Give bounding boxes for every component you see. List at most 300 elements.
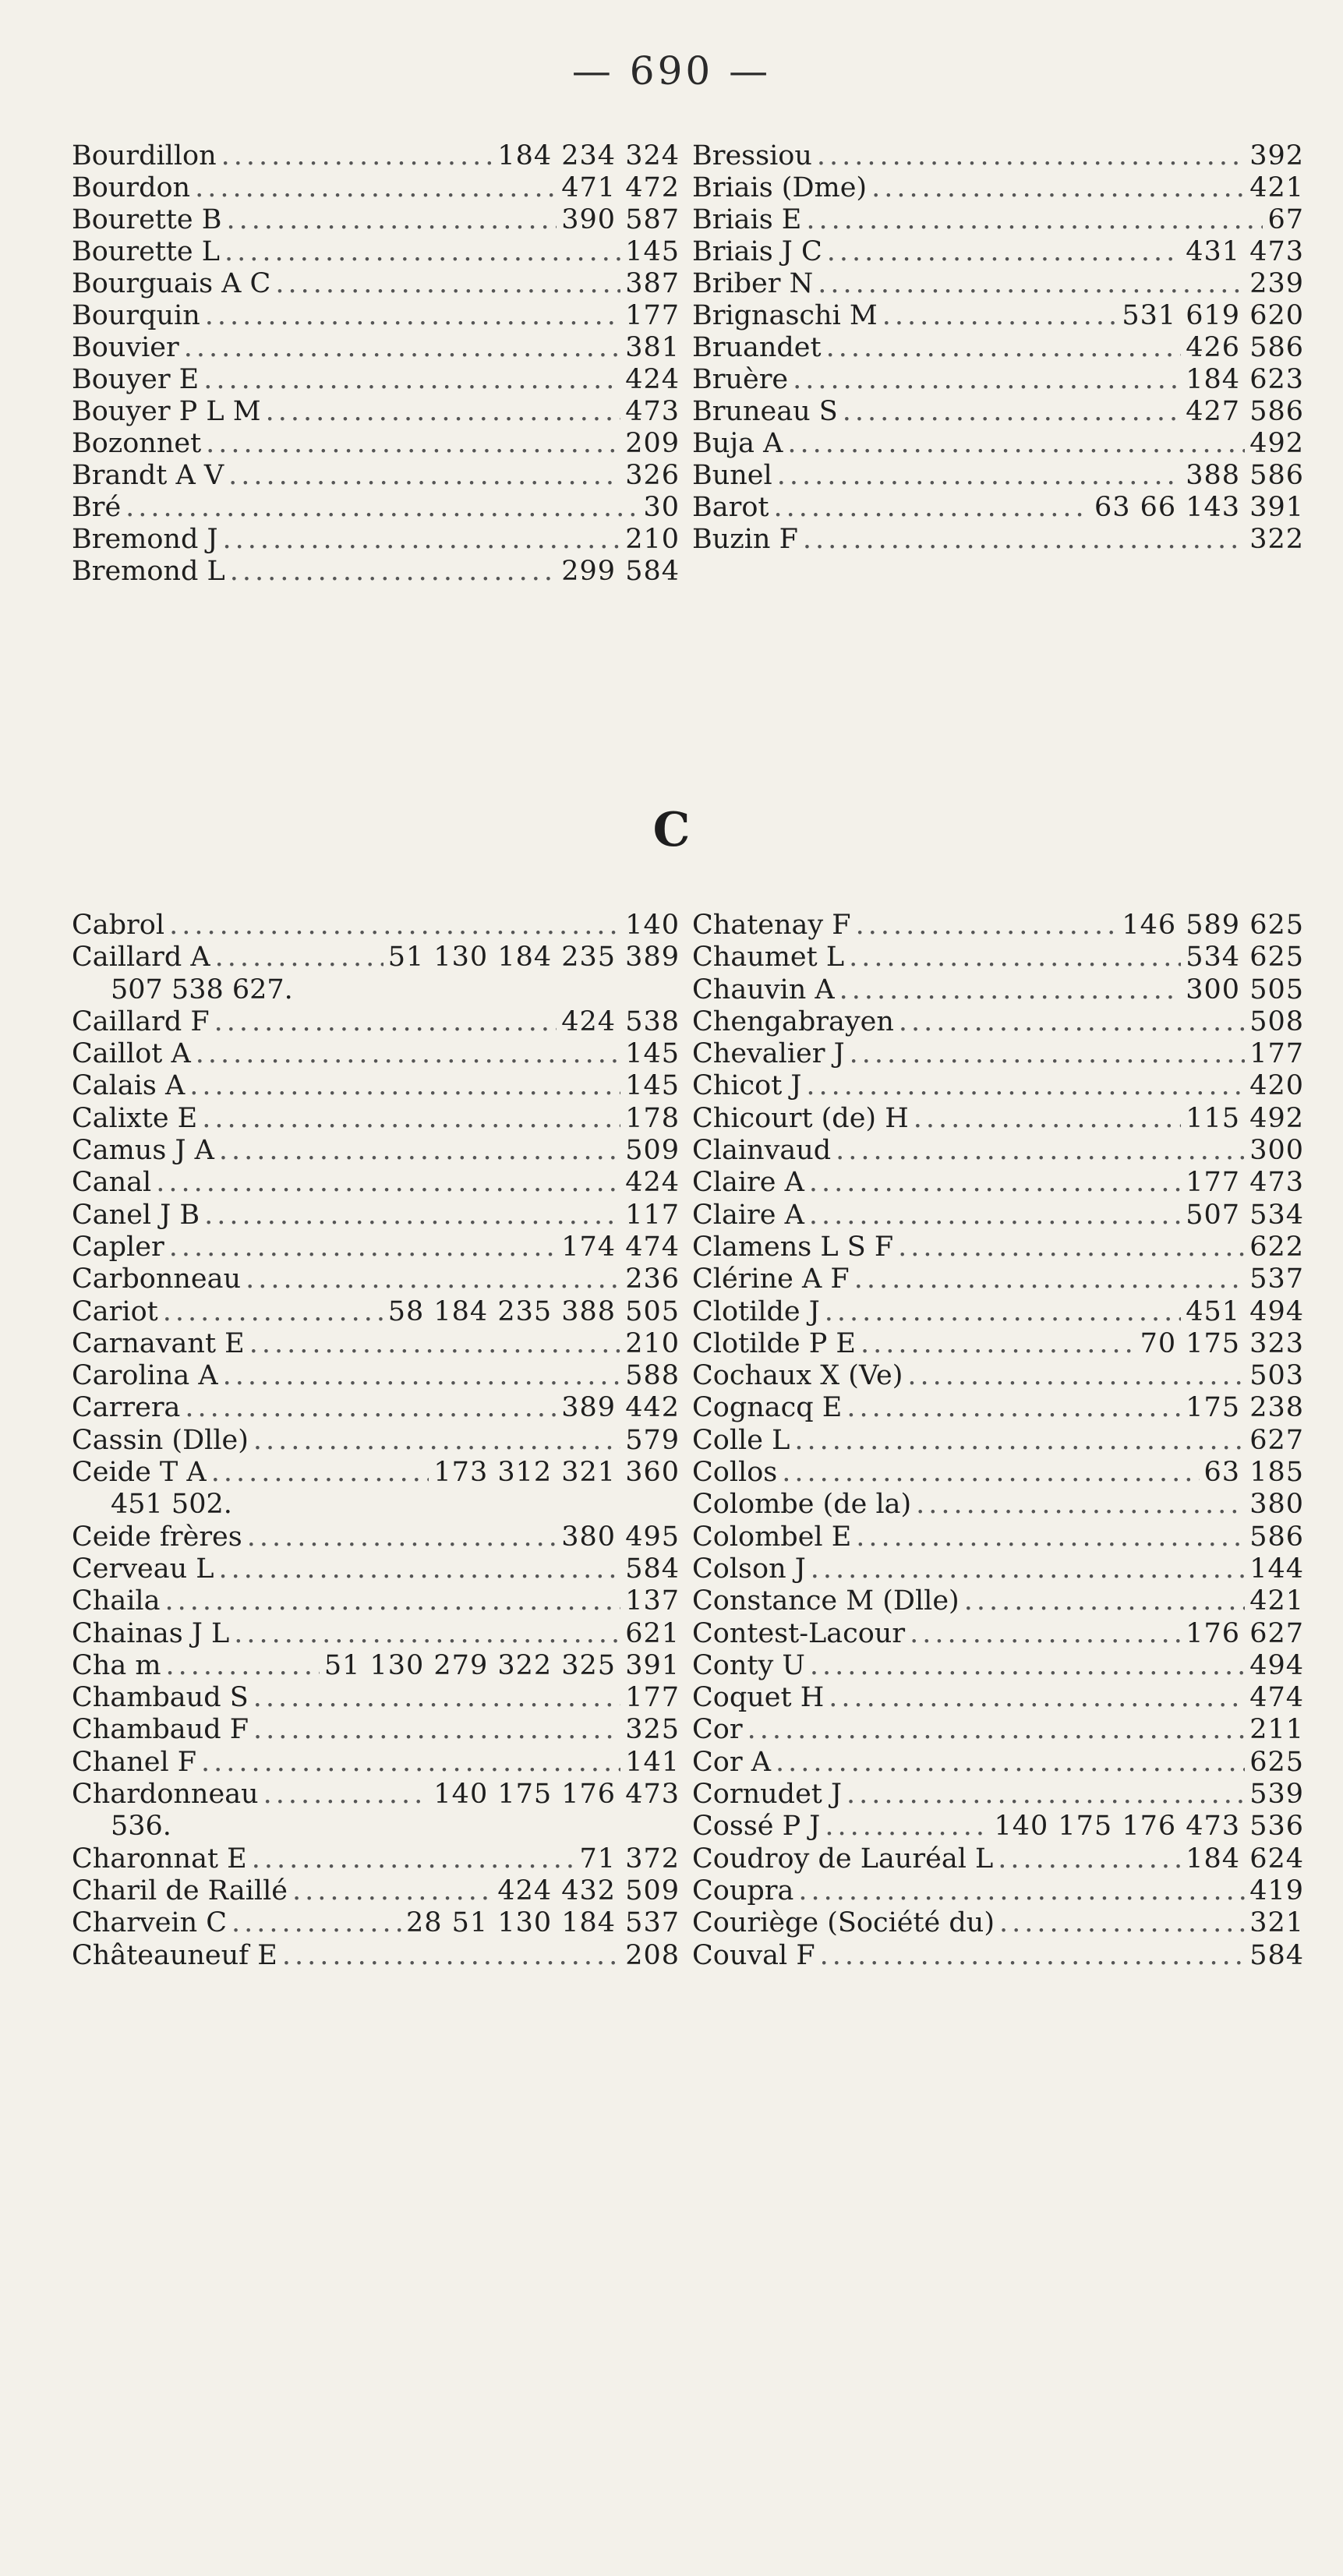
index-entry bbox=[72, 140, 680, 172]
index-entry bbox=[72, 1747, 680, 1779]
index-entry bbox=[692, 524, 1304, 556]
entry-pages: 209 bbox=[625, 428, 680, 459]
entry-pages: 184 234 324 bbox=[497, 140, 680, 171]
entry-name: Buzin F bbox=[692, 524, 798, 555]
dot-leader bbox=[999, 1907, 1245, 1939]
entry-name: Cognacq E bbox=[692, 1392, 843, 1424]
entry-name: Chengabrayen bbox=[692, 1005, 894, 1037]
entry-pages: 144 bbox=[1249, 1553, 1304, 1585]
entry-name: Chardonneau bbox=[72, 1779, 259, 1811]
entry-pages: 531 619 620 bbox=[1122, 300, 1304, 331]
dot-leader bbox=[215, 942, 383, 974]
dot-leader bbox=[224, 236, 620, 268]
entry-name: Collos bbox=[692, 1457, 778, 1489]
entry-pages: 115 492 bbox=[1186, 1102, 1304, 1134]
index-entry bbox=[692, 1425, 1304, 1457]
entry-name: Cha m bbox=[72, 1649, 161, 1681]
dot-leader bbox=[228, 460, 620, 492]
entry-pages: 509 bbox=[625, 1135, 680, 1167]
entry-pages: 426 586 bbox=[1186, 332, 1304, 363]
entry-pages: 473 bbox=[625, 396, 680, 427]
index-entry bbox=[692, 1489, 1304, 1521]
entry-name: Briais E bbox=[692, 204, 802, 235]
index-entry bbox=[692, 1200, 1304, 1231]
dot-leader bbox=[202, 1103, 620, 1135]
entry-pages: 390 587 bbox=[561, 204, 680, 235]
entry-pages: 177 bbox=[625, 300, 680, 331]
dot-leader bbox=[803, 524, 1245, 556]
entry-name: Claire A bbox=[692, 1167, 804, 1199]
index-entry bbox=[692, 428, 1304, 460]
dot-leader bbox=[275, 268, 620, 300]
dot-leader bbox=[185, 1392, 557, 1424]
index-entry bbox=[692, 1360, 1304, 1392]
entry-pages: 421 bbox=[1249, 172, 1304, 203]
entry-name: Chainas J L bbox=[72, 1617, 230, 1649]
index-entry bbox=[692, 300, 1304, 332]
entry-name: Chanel F bbox=[72, 1746, 197, 1778]
entry-name: Cabrol bbox=[72, 910, 165, 941]
entry-pages: 424 bbox=[625, 1167, 680, 1199]
dot-leader bbox=[787, 428, 1245, 460]
dot-leader bbox=[829, 1682, 1245, 1714]
dot-leader bbox=[806, 1070, 1245, 1102]
entry-pages: 586 bbox=[1249, 1521, 1304, 1553]
index-entry bbox=[72, 1006, 680, 1038]
entry-name: Buja A bbox=[692, 428, 783, 459]
index-entry bbox=[72, 332, 680, 364]
entry-name: Calixte E bbox=[72, 1102, 198, 1134]
entry-name: Bressiou bbox=[692, 140, 812, 171]
entry-name: Bruère bbox=[692, 364, 789, 395]
entry-name: Bourdon bbox=[72, 172, 191, 203]
index-entry bbox=[692, 1843, 1304, 1875]
entry-name: Colle L bbox=[692, 1424, 790, 1456]
entry-name: Chevalier J bbox=[692, 1038, 845, 1070]
index-entry bbox=[72, 172, 680, 204]
index-column-c-right bbox=[692, 910, 1304, 1972]
entry-name: Chambaud F bbox=[72, 1714, 249, 1746]
entry-pages: 622 bbox=[1249, 1231, 1304, 1263]
entry-pages: 145 bbox=[625, 1038, 680, 1070]
index-entry bbox=[72, 1200, 680, 1231]
index-entry bbox=[692, 1747, 1304, 1779]
index-entry bbox=[692, 1714, 1304, 1746]
index-entry bbox=[72, 1714, 680, 1746]
index-entry bbox=[692, 268, 1304, 300]
index-entry bbox=[72, 204, 680, 236]
entry-pages: 507 534 bbox=[1186, 1199, 1304, 1231]
dot-leader bbox=[916, 1489, 1245, 1521]
dot-leader bbox=[836, 1135, 1245, 1167]
entry-name: Chatenay F bbox=[692, 910, 851, 941]
entry-pages: 51 130 184 235 389 bbox=[387, 942, 680, 974]
dot-leader bbox=[782, 1457, 1199, 1489]
entry-pages: 539 bbox=[1249, 1779, 1304, 1811]
entry-name: Bruandet bbox=[692, 332, 822, 363]
dot-leader bbox=[164, 1585, 620, 1617]
entry-pages: 211 bbox=[1249, 1714, 1304, 1746]
dot-leader bbox=[914, 1103, 1182, 1135]
entry-pages: 67 bbox=[1267, 204, 1304, 235]
entry-pages: 388 586 bbox=[1186, 460, 1304, 491]
index-entry bbox=[72, 1875, 680, 1907]
dot-leader bbox=[195, 172, 557, 204]
index-entry bbox=[692, 1875, 1304, 1907]
entry-pages: 177 473 bbox=[1186, 1167, 1304, 1199]
entry-pages: 28 51 130 184 537 bbox=[406, 1907, 680, 1939]
index-entry bbox=[692, 1650, 1304, 1682]
entry-name: Ceide T A bbox=[72, 1457, 207, 1489]
index-entry bbox=[692, 492, 1304, 524]
dot-leader bbox=[211, 1457, 429, 1489]
entry-name: Carbonneau bbox=[72, 1263, 242, 1295]
index-entry bbox=[692, 1392, 1304, 1424]
dot-leader bbox=[806, 204, 1263, 236]
entry-name: Charonnat E bbox=[72, 1843, 247, 1875]
index-entry bbox=[692, 396, 1304, 428]
index-entry bbox=[72, 236, 680, 268]
entry-pages: 325 bbox=[625, 1714, 680, 1746]
entry-pages: 30 bbox=[643, 492, 680, 523]
entry-pages: 239 bbox=[1249, 268, 1304, 299]
index-entry bbox=[692, 460, 1304, 492]
entry-pages: 141 bbox=[625, 1746, 680, 1778]
index-entry bbox=[692, 1231, 1304, 1263]
entry-pages: 299 584 bbox=[561, 556, 680, 587]
entry-name: Chaila bbox=[72, 1585, 161, 1617]
entry-pages: 584 bbox=[1249, 1939, 1304, 1971]
entry-name: Canal bbox=[72, 1167, 152, 1199]
dot-leader bbox=[776, 1747, 1245, 1779]
entry-pages: 146 589 625 bbox=[1122, 910, 1304, 941]
index-entry bbox=[692, 1135, 1304, 1167]
entry-pages: 474 bbox=[1249, 1682, 1304, 1714]
index-entry bbox=[692, 974, 1304, 1006]
dot-leader bbox=[846, 1392, 1181, 1424]
entry-name: Caillard F bbox=[72, 1005, 210, 1037]
entry-pages: 420 bbox=[1249, 1070, 1304, 1102]
dot-leader bbox=[856, 910, 1118, 942]
entry-pages: 424 538 bbox=[561, 1005, 680, 1037]
entry-pages: 145 bbox=[625, 1070, 680, 1102]
index-entry bbox=[692, 1457, 1304, 1489]
index-entry bbox=[72, 492, 680, 524]
dot-leader bbox=[871, 172, 1245, 204]
entry-name: Caillot A bbox=[72, 1038, 191, 1070]
entry-pages: 63 185 bbox=[1203, 1457, 1304, 1489]
index-entry bbox=[72, 1328, 680, 1360]
index-entry bbox=[72, 1457, 680, 1489]
entry-name: Carolina A bbox=[72, 1360, 218, 1392]
dot-leader bbox=[777, 460, 1182, 492]
index-entry bbox=[692, 1296, 1304, 1328]
dot-leader bbox=[253, 1714, 620, 1746]
index-entry bbox=[692, 1328, 1304, 1360]
entry-pages: 140 bbox=[625, 910, 680, 941]
entry-pages: 175 238 bbox=[1186, 1392, 1304, 1424]
index-entry bbox=[692, 1038, 1304, 1070]
entry-name: Constance M (Dlle) bbox=[692, 1585, 960, 1617]
dot-leader bbox=[189, 1070, 620, 1102]
entry-pages: 534 625 bbox=[1186, 942, 1304, 974]
dot-leader bbox=[230, 556, 557, 588]
entry-pages: 588 bbox=[625, 1360, 680, 1392]
dot-leader bbox=[156, 1167, 620, 1199]
dot-leader bbox=[231, 1907, 401, 1939]
entry-name: Bouvier bbox=[72, 332, 179, 363]
index-entry bbox=[72, 1553, 680, 1585]
dot-leader bbox=[201, 1747, 620, 1779]
dot-leader bbox=[252, 1843, 575, 1875]
entry-name: Chambaud S bbox=[72, 1682, 249, 1714]
dot-leader bbox=[773, 492, 1089, 524]
index-entry bbox=[72, 1907, 680, 1939]
entry-name: Brandt A V bbox=[72, 460, 224, 491]
index-entry bbox=[692, 1006, 1304, 1038]
entry-name: Colson J bbox=[692, 1553, 806, 1585]
dot-leader bbox=[223, 1360, 621, 1392]
index-entry bbox=[72, 1231, 680, 1263]
entry-pages: 140 175 176 473 bbox=[433, 1779, 680, 1811]
index-entry bbox=[72, 1682, 680, 1714]
index-entry bbox=[692, 942, 1304, 974]
dot-leader bbox=[827, 236, 1182, 268]
entry-pages: 621 bbox=[625, 1617, 680, 1649]
dot-leader bbox=[221, 140, 493, 172]
dot-leader bbox=[882, 300, 1118, 332]
dot-leader bbox=[747, 1714, 1246, 1746]
entry-pages: 321 bbox=[1249, 1907, 1304, 1939]
entry-name: Chauvin A bbox=[692, 974, 835, 1005]
dot-leader bbox=[169, 910, 620, 942]
dot-leader bbox=[166, 1650, 320, 1682]
entry-name: Bourette B bbox=[72, 204, 222, 235]
entry-pages: 451 494 bbox=[1186, 1295, 1304, 1327]
entry-pages: 503 bbox=[1249, 1360, 1304, 1392]
entry-pages: 184 623 bbox=[1186, 364, 1304, 395]
entry-name: Cor bbox=[692, 1714, 743, 1746]
entry-pages: 584 bbox=[625, 1553, 680, 1585]
entry-pages: 419 bbox=[1249, 1875, 1304, 1906]
entry-name: Bourette L bbox=[72, 236, 220, 267]
entry-name: Clotilde J bbox=[692, 1295, 820, 1327]
index-entry bbox=[72, 1070, 680, 1102]
entry-pages: 140 175 176 473 536 bbox=[994, 1811, 1304, 1843]
entry-name: Bourquin bbox=[72, 300, 200, 331]
entry-pages: 178 bbox=[625, 1102, 680, 1134]
entry-name: Cariot bbox=[72, 1295, 158, 1327]
index-entry bbox=[72, 1425, 680, 1457]
entry-pages: 381 bbox=[625, 332, 680, 363]
entry-pages: 431 473 bbox=[1186, 236, 1304, 267]
index-column-c-left bbox=[72, 910, 680, 1972]
dot-leader bbox=[219, 1553, 621, 1585]
dot-leader bbox=[205, 300, 620, 332]
entry-name: Bré bbox=[72, 492, 122, 523]
entry-name: Carnavant E bbox=[72, 1327, 245, 1359]
entry-pages: 70 175 323 bbox=[1140, 1327, 1304, 1359]
entry-pages: 173 312 321 360 bbox=[433, 1457, 680, 1489]
dot-leader bbox=[125, 492, 638, 524]
index-entry bbox=[692, 1585, 1304, 1617]
entry-pages: 579 bbox=[625, 1424, 680, 1456]
entry-name: Calais A bbox=[72, 1070, 186, 1102]
entry-name: Cossé P J bbox=[692, 1811, 821, 1843]
dot-leader bbox=[850, 1038, 1246, 1070]
entry-name: Barot bbox=[692, 492, 769, 523]
entry-name: Bouyer P L M bbox=[72, 396, 261, 427]
entry-pages: 145 bbox=[625, 236, 680, 267]
entry-pages: 117 bbox=[625, 1199, 680, 1231]
entry-name: Clérine A F bbox=[692, 1263, 850, 1295]
entry-pages: 184 624 bbox=[1186, 1843, 1304, 1875]
index-entry bbox=[72, 910, 680, 942]
entry-name: Cornudet J bbox=[692, 1779, 843, 1811]
dot-leader bbox=[253, 1682, 620, 1714]
index-entry bbox=[692, 1521, 1304, 1553]
dot-leader bbox=[809, 1167, 1181, 1199]
entry-name: Briber N bbox=[692, 268, 814, 299]
index-entry bbox=[692, 1103, 1304, 1135]
entry-name: Cochaux X (Ve) bbox=[692, 1360, 903, 1392]
entry-pages: 627 bbox=[1249, 1424, 1304, 1456]
entry-name: Cerveau L bbox=[72, 1553, 214, 1585]
dot-leader bbox=[219, 1135, 620, 1167]
entry-pages: 174 474 bbox=[561, 1231, 680, 1263]
entry-pages: 427 586 bbox=[1186, 396, 1304, 427]
entry-name: Colombe (de la) bbox=[692, 1489, 912, 1521]
dot-leader bbox=[163, 1296, 383, 1328]
entry-name: Couval F bbox=[692, 1939, 815, 1971]
index-entry bbox=[72, 1843, 680, 1875]
entry-pages: 492 bbox=[1249, 428, 1304, 459]
index-entry bbox=[692, 1618, 1304, 1650]
index-entry bbox=[692, 1682, 1304, 1714]
entry-pages: 177 bbox=[625, 1682, 680, 1714]
dot-leader bbox=[810, 1650, 1245, 1682]
entry-name: Contest-Lacour bbox=[692, 1617, 906, 1649]
index-entry bbox=[72, 1360, 680, 1392]
dot-leader bbox=[234, 1618, 620, 1650]
dot-leader bbox=[910, 1618, 1181, 1650]
index-entry bbox=[692, 1907, 1304, 1939]
entry-pages: 424 bbox=[625, 364, 680, 395]
index-entry bbox=[72, 1296, 680, 1328]
dot-leader bbox=[849, 942, 1181, 974]
index-entry bbox=[692, 140, 1304, 172]
entry-pages: 537 bbox=[1249, 1263, 1304, 1295]
entry-name: Canel J B bbox=[72, 1199, 200, 1231]
entry-pages: 424 432 509 bbox=[497, 1875, 680, 1906]
dot-leader bbox=[825, 1811, 989, 1843]
entry-pages: 236 bbox=[625, 1263, 680, 1295]
entry-name: Bremond J bbox=[72, 524, 218, 555]
index-entry bbox=[692, 332, 1304, 364]
dot-leader bbox=[825, 1296, 1181, 1328]
index-entry-continuation: 451 502. bbox=[111, 1489, 232, 1521]
entry-name: Bunel bbox=[692, 460, 772, 491]
entry-pages: 300 bbox=[1249, 1135, 1304, 1167]
entry-name: Caillard A bbox=[72, 942, 210, 974]
index-entry bbox=[692, 204, 1304, 236]
dot-leader bbox=[247, 1521, 557, 1553]
index-entry bbox=[72, 1038, 680, 1070]
entry-pages: 51 130 279 322 325 391 bbox=[323, 1649, 680, 1681]
dot-leader bbox=[196, 1038, 620, 1070]
index-entry bbox=[692, 1263, 1304, 1295]
index-entry bbox=[72, 556, 680, 588]
dot-leader bbox=[907, 1360, 1245, 1392]
entry-name: Bourdillon bbox=[72, 140, 217, 171]
index-entry bbox=[72, 524, 680, 556]
entry-pages: 71 372 bbox=[579, 1843, 680, 1875]
entry-name: Cassin (Dlle) bbox=[72, 1424, 249, 1456]
dot-leader bbox=[223, 524, 621, 556]
index-entry bbox=[72, 1585, 680, 1617]
entry-name: Briais (Dme) bbox=[692, 172, 868, 203]
entry-pages: 421 bbox=[1249, 1585, 1304, 1617]
index-entry bbox=[72, 460, 680, 492]
dot-leader bbox=[184, 332, 620, 364]
entry-pages: 380 bbox=[1249, 1489, 1304, 1521]
dot-leader bbox=[854, 1263, 1246, 1295]
entry-name: Ceide frères bbox=[72, 1521, 242, 1553]
index-entry bbox=[692, 1811, 1304, 1843]
entry-name: Clotilde P E bbox=[692, 1327, 856, 1359]
entry-name: Camus J A bbox=[72, 1135, 214, 1167]
index-entry bbox=[72, 396, 680, 428]
dot-leader bbox=[899, 1006, 1245, 1038]
index-entry bbox=[692, 910, 1304, 942]
entry-name: Coupra bbox=[692, 1875, 794, 1906]
entry-name: Chaumet L bbox=[692, 942, 845, 974]
index-entry bbox=[692, 172, 1304, 204]
entry-name: Bremond L bbox=[72, 556, 225, 587]
entry-name: Chicourt (de) H bbox=[692, 1102, 909, 1134]
index-entry bbox=[72, 1940, 680, 1972]
dot-leader bbox=[292, 1875, 493, 1907]
dot-leader bbox=[898, 1231, 1245, 1263]
entry-name: Bozonnet bbox=[72, 428, 202, 459]
entry-pages: 392 bbox=[1249, 140, 1304, 171]
index-entry bbox=[692, 236, 1304, 268]
dot-leader bbox=[964, 1585, 1245, 1617]
entry-name: Colombel E bbox=[692, 1521, 852, 1553]
index-entry bbox=[692, 1940, 1304, 1972]
dot-leader bbox=[818, 268, 1245, 300]
index-entry bbox=[692, 1779, 1304, 1811]
dot-leader bbox=[846, 1779, 1245, 1811]
dot-leader bbox=[843, 396, 1182, 428]
dot-leader bbox=[214, 1006, 557, 1038]
entry-name: Bourguais A C bbox=[72, 268, 271, 299]
dot-leader bbox=[249, 1328, 620, 1360]
index-entry bbox=[72, 1618, 680, 1650]
dot-leader bbox=[203, 364, 620, 396]
entry-pages: 494 bbox=[1249, 1649, 1304, 1681]
index-entry bbox=[72, 1263, 680, 1295]
dot-leader bbox=[204, 1200, 620, 1231]
dot-leader bbox=[817, 140, 1245, 172]
index-entry-continuation: 507 538 627. bbox=[111, 974, 293, 1005]
index-entry bbox=[72, 428, 680, 460]
dot-leader bbox=[820, 1940, 1246, 1972]
dot-leader bbox=[253, 1425, 620, 1457]
dot-leader bbox=[793, 364, 1181, 396]
entry-name: Claire A bbox=[692, 1199, 804, 1231]
entry-pages: 326 bbox=[625, 460, 680, 491]
